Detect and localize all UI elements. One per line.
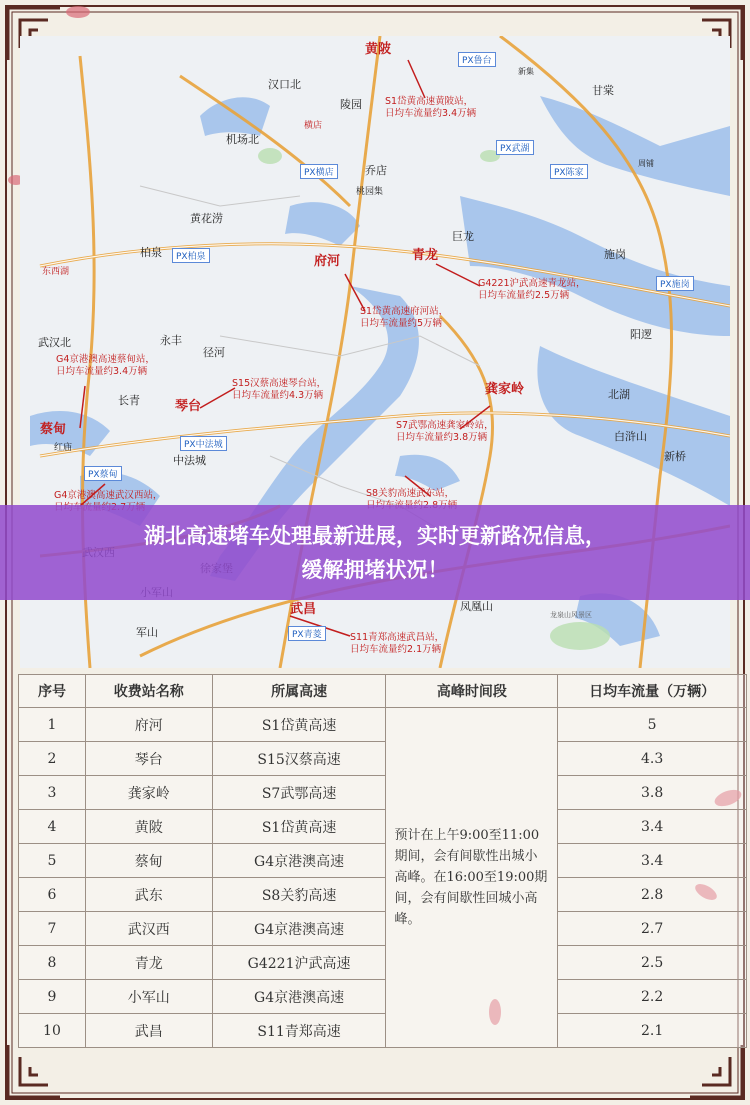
flow-annotation bbox=[396, 420, 494, 444]
place-label: 汉口北 bbox=[268, 78, 301, 91]
place-label: 甘棠 bbox=[592, 84, 614, 97]
column-header: 收费站名称 bbox=[85, 675, 212, 708]
cell-flow: 3.8 bbox=[558, 776, 747, 810]
cell-flow: 2.5 bbox=[558, 946, 747, 980]
annotation-line: S11青郑高速武昌站， bbox=[350, 632, 445, 643]
station-marker: PX鲁台 bbox=[458, 52, 496, 67]
cell-no: 8 bbox=[19, 946, 86, 980]
cell-peak-time: 预计在上午9:00至11:00期间，会有间歇性出城小高峰。在16:00至19:00期间，会有间歇性回城小高峰。 bbox=[386, 708, 558, 1048]
annotation-line: 日均车流量约2.5万辆 bbox=[478, 290, 570, 301]
place-label: 青龙 bbox=[412, 248, 439, 263]
headline-line2: 缓解拥堵状况！ bbox=[301, 558, 449, 582]
column-header: 高峰时间段 bbox=[386, 675, 558, 708]
annotation-line: G4京港澳高速蔡甸站， bbox=[56, 354, 155, 365]
cell-flow: 2.8 bbox=[558, 878, 747, 912]
place-label: 新桥 bbox=[664, 450, 686, 463]
headline-line1: 湖北高速堵车处理最新进展，实时更新路况信息， bbox=[144, 524, 606, 548]
place-label: 乔店 bbox=[365, 164, 387, 177]
station-marker: PX中法城 bbox=[180, 436, 227, 451]
column-header: 序号 bbox=[19, 675, 86, 708]
place-label: 白浒山 bbox=[614, 430, 647, 443]
place-label: 机场北 bbox=[226, 133, 259, 146]
cell-station: 黄陂 bbox=[85, 810, 212, 844]
place-label: 龙泉山风景区 bbox=[550, 611, 592, 619]
cell-highway: S11青郑高速 bbox=[212, 1014, 386, 1048]
place-label: 施岗 bbox=[604, 248, 626, 261]
annotation-line: 日均车流量约2.1万辆 bbox=[350, 644, 442, 655]
place-label: 陵园 bbox=[340, 98, 362, 111]
place-label: 径河 bbox=[203, 346, 225, 359]
place-label: 周铺 bbox=[638, 159, 654, 168]
table-row bbox=[19, 742, 747, 776]
flow-annotation bbox=[350, 632, 444, 656]
cell-flow: 3.4 bbox=[558, 810, 747, 844]
station-marker: PX青菱 bbox=[288, 626, 326, 641]
annotation-line: 日均车流量约3.4万辆 bbox=[56, 366, 148, 377]
place-label: 武昌 bbox=[290, 602, 317, 617]
place-label: 琴台 bbox=[175, 399, 202, 414]
flow-annotation bbox=[232, 378, 326, 402]
place-label: 桃园集 bbox=[356, 187, 384, 197]
annotation-line: S7武鄂高速龚家岭站， bbox=[396, 420, 494, 431]
table-row bbox=[19, 844, 747, 878]
cell-no: 3 bbox=[19, 776, 86, 810]
flow-annotation bbox=[360, 306, 448, 330]
cell-flow: 5 bbox=[558, 708, 747, 742]
annotation-line: S8关豹高速武东站， bbox=[366, 488, 455, 499]
cell-no: 9 bbox=[19, 980, 86, 1014]
cell-station: 青龙 bbox=[85, 946, 212, 980]
station-marker: PX陈家 bbox=[550, 164, 588, 179]
place-label: 黄陂 bbox=[365, 42, 392, 57]
cell-highway: G4221沪武高速 bbox=[212, 946, 386, 980]
station-marker: PX蔡甸 bbox=[84, 466, 122, 481]
column-header: 所属高速 bbox=[212, 675, 386, 708]
table-row bbox=[19, 1014, 747, 1048]
place-label: 北湖 bbox=[608, 388, 630, 401]
table-row bbox=[19, 946, 747, 980]
place-label: 红庙 bbox=[54, 443, 73, 453]
cell-no: 4 bbox=[19, 810, 86, 844]
cell-no: 10 bbox=[19, 1014, 86, 1048]
cell-no: 1 bbox=[19, 708, 86, 742]
annotation-line: 日均车流量约3.4万辆 bbox=[385, 108, 477, 119]
cell-station: 武汉西 bbox=[85, 912, 212, 946]
station-marker: PX柏泉 bbox=[172, 248, 210, 263]
table-row bbox=[19, 708, 747, 742]
cell-no: 5 bbox=[19, 844, 86, 878]
place-label: 凤凰山 bbox=[460, 600, 493, 613]
table-row bbox=[19, 810, 747, 844]
place-label: 蔡甸 bbox=[40, 422, 67, 437]
place-label: 军山 bbox=[136, 626, 158, 639]
annotation-line: G4京港澳高速武汉西站， bbox=[54, 490, 163, 501]
cell-flow: 4.3 bbox=[558, 742, 747, 776]
cell-station: 府河 bbox=[85, 708, 212, 742]
cell-station: 龚家岭 bbox=[85, 776, 212, 810]
table-row bbox=[19, 776, 747, 810]
place-label: 府河 bbox=[314, 254, 341, 269]
place-label: 柏泉 bbox=[140, 246, 162, 259]
place-label: 阳逻 bbox=[630, 328, 652, 341]
table-row bbox=[19, 980, 747, 1014]
flow-annotation bbox=[478, 278, 586, 302]
cell-highway: S15汉蔡高速 bbox=[212, 742, 386, 776]
cell-highway: S1岱黄高速 bbox=[212, 810, 386, 844]
place-label: 长青 bbox=[118, 394, 140, 407]
cell-no: 2 bbox=[19, 742, 86, 776]
headline-banner bbox=[0, 505, 750, 600]
cell-highway: G4京港澳高速 bbox=[212, 844, 386, 878]
cell-no: 7 bbox=[19, 912, 86, 946]
cell-flow: 2.2 bbox=[558, 980, 747, 1014]
table-row bbox=[19, 878, 747, 912]
cell-flow: 2.7 bbox=[558, 912, 747, 946]
cell-no: 6 bbox=[19, 878, 86, 912]
annotation-line: 日均车流量约4.3万辆 bbox=[232, 390, 324, 401]
annotation-line: 日均车流量约3.8万辆 bbox=[396, 432, 488, 443]
annotation-line: S15汉蔡高速琴台站， bbox=[232, 378, 327, 389]
annotation-line: S1岱黄高速府河站， bbox=[360, 306, 449, 317]
station-marker: PX横店 bbox=[300, 164, 338, 179]
cell-station: 琴台 bbox=[85, 742, 212, 776]
station-marker: PX武湖 bbox=[496, 140, 534, 155]
place-label: 巨龙 bbox=[452, 230, 474, 243]
annotation-line: 日均车流量约5万辆 bbox=[360, 318, 443, 329]
cell-station: 蔡甸 bbox=[85, 844, 212, 878]
flow-annotation bbox=[56, 354, 155, 378]
cell-highway: S1岱黄高速 bbox=[212, 708, 386, 742]
column-header: 日均车流量（万辆） bbox=[558, 675, 747, 708]
cell-highway: G4京港澳高速 bbox=[212, 912, 386, 946]
place-label: 新集 bbox=[518, 67, 534, 76]
flow-annotation bbox=[385, 96, 476, 120]
cell-highway: S8关豹高速 bbox=[212, 878, 386, 912]
annotation-line: S1岱黄高速黄陂站， bbox=[385, 96, 474, 107]
cell-station: 小军山 bbox=[85, 980, 212, 1014]
station-marker: PX施岗 bbox=[656, 276, 694, 291]
place-label: 龚家岭 bbox=[485, 382, 525, 397]
place-label: 武汉北 bbox=[38, 336, 71, 349]
cell-highway: G4京港澳高速 bbox=[212, 980, 386, 1014]
place-label: 黄花涝 bbox=[190, 212, 223, 225]
table-row bbox=[19, 912, 747, 946]
table-header-row bbox=[19, 675, 747, 708]
cell-station: 武昌 bbox=[85, 1014, 212, 1048]
toll-station-table bbox=[18, 674, 747, 1048]
place-label: 中法城 bbox=[173, 454, 206, 467]
cell-station: 武东 bbox=[85, 878, 212, 912]
annotation-line: G4221沪武高速青龙站， bbox=[478, 278, 586, 289]
place-label: 永丰 bbox=[160, 334, 182, 347]
cell-flow: 3.4 bbox=[558, 844, 747, 878]
cell-highway: S7武鄂高速 bbox=[212, 776, 386, 810]
place-label: 东西湖 bbox=[42, 267, 70, 277]
place-label: 横店 bbox=[304, 121, 323, 131]
cell-flow: 2.1 bbox=[558, 1014, 747, 1048]
